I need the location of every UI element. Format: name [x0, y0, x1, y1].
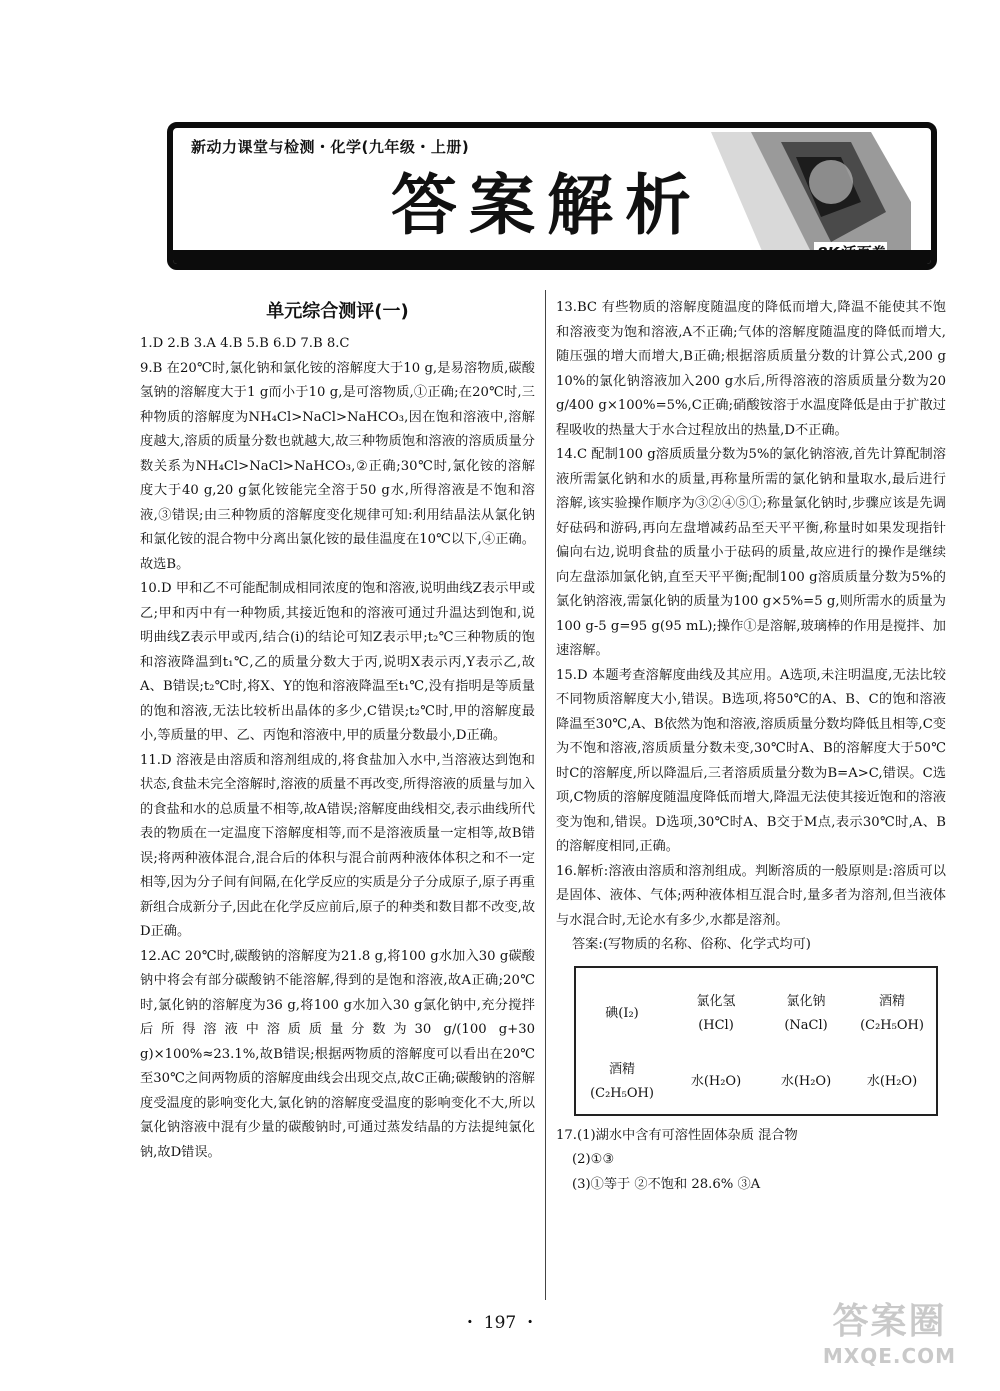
banner-bottom-bar: [173, 250, 931, 264]
answer-11: 11.D 溶液是由溶质和溶剂组成的,将食盐加入水中,当溶液达到饱和状态,食盐未完全溶解时,溶液的质量不再改变,所得溶液的质量与加入的食盐和水的总质量不相等,故A错误;溶解度曲线相交,表示曲线所代表的物质在一定温度下溶解度相等,而不是溶液质量一定相等,故B错误;将两种液体混合,混合后的体积与混合前两种液体体积之和不一定相等,因为分子间有间隔,在化学反应的实质是分子分成原子,原子再重新组合成新分子,因此在化学反应前后,原子的种类和数目都不改变,故D正确。: [140, 752, 536, 939]
answer-17-part1: 17.(1)湖水中含有可溶性固体杂质 混合物: [556, 1127, 798, 1143]
column-divider: [545, 290, 546, 1300]
watermark-text: 答案圈: [832, 1301, 947, 1342]
answer-14: 14.C 配制100 g溶质质量分数为5%的氯化钠溶液,首先计算配制溶液所需氯化钠和水的质量,再称量所需的氯化钠和量取水,最后进行溶解,该实验操作顺序为③②④⑤①;称量氯化钠时,步骤应该是先调好砝码和游码,再向左盘增减药品至天平平衡,称量时如果发现指针偏向右边,说明食盐的质量小于砝码的质量,故应进行的操作是继续向左盘添加氯化钠,直至天平平衡;配制100 g溶质质量分数为5%的氯化钠溶液,需氯化钠的质量为100 g×5%=5 g,则所需水的质量为100 g-5 g=95 g(95 mL);操作①是溶解,玻璃棒的作用是搅拌、加速溶解。: [556, 447, 946, 658]
table-cell-solvent-2: 水(H₂O): [690, 1073, 742, 1089]
answer-9: 9.B 在20℃时,氯化钠和氯化铵的溶解度大于10 g,是易溶物质,碳酸氢钠的溶解度大于1 g而小于10 g,是可溶物质,①正确;在20℃时,三种物质的溶解度为NH₄Cl>NaCl>NaHCO₃,因在饱和溶液中,溶解度越大,溶质的质量分数也就越大,故三种物质饱和溶液的溶质质量分数关系为NH₄Cl>NaCl>NaHCO₃,②正确;30℃时,氯化铵的溶解度大于40 g,20 g氯化铵能完全溶于50 g水,所得溶液是不饱和溶液,③错误;由三种物质的溶解度变化规律可知:利用结晶法从氯化钠和氯化铵的混合物中分离出氯化铵的最佳温度在10℃以下,④正确。故选B。: [140, 360, 535, 572]
table-cell-solute-2-formula: (HCl): [698, 1017, 734, 1033]
table-cell-solvent-3: 水(H₂O): [780, 1073, 832, 1089]
table-cell-solute-2-name: 氯化氢: [696, 993, 736, 1009]
answer-10: 10.D 甲和乙不可能配制成相同浓度的饱和溶液,说明曲线Z表示甲或乙;甲和丙中有一种物质,其接近饱和的溶液可通过升温达到饱和,说明曲线Z表示甲或丙,结合(i)的结论可知Z表示甲;t₂℃三种物质的饱和溶液降温到t₁℃,乙的质量分数大于丙,说明X表示丙,Y表示乙,故A、B错误;t₂℃时,将X、Y的饱和溶液降温至t₁℃,没有指明是等质量的饱和溶液,无法比较析出晶体的多少,C错误;t₂℃时,甲的溶解度最小,等质量的甲、乙、丙饱和溶液中,甲的质量分数最小,D正确。: [140, 581, 535, 743]
answer-12: 12.AC 20℃时,碳酸钠的溶解度为21.8 g,将100 g水加入30 g碳酸钠中将会有部分碳酸钠不能溶解,得到的是饱和溶液,故A正确;20℃时,氯化钠的溶解度为36 g,将100 g水加入30 g氯化钠中,充分搅拌后所得溶液中溶质质量分数为30 g/(100 g+30 g)×100%≈23.1%,故B错误;根据两物质的溶解度可以看出在20℃至30℃之间两物质的溶解度曲线会出现交点,故C正确;碳酸钠的溶解度受温度的影响变化大,氯化钠的溶解度受温度的影响变化不大,所以氯化钠溶液中混有少量的碳酸钠时,可通过蒸发结晶的方法提纯氯化钠,故D错误。: [140, 948, 535, 1160]
table-cell-solvent-1-name: 酒精: [608, 1061, 635, 1077]
right-column: [556, 296, 946, 1197]
answer-16-analysis: 16.解析:溶液由溶质和溶剂组成。判断溶质的一般原则是:溶质可以是固体、液体、气体;两种液体相互混合时,量多者为溶剂,但当液体与水混合时,无论水有多少,水都是溶剂。: [556, 863, 946, 928]
watermark-logo: [807, 1300, 972, 1380]
series-title: 新动力课堂与检测・化学(九年级・上册): [191, 138, 470, 156]
page-title: 答案解析: [391, 167, 703, 244]
answer-17-part3: (3)①等于 ②不饱和 28.6% ③A: [572, 1176, 761, 1192]
answer-16-label: 答案:(写物质的名称、俗称、化学式均可): [572, 937, 811, 952]
section-title: 单元综合测评(一): [266, 301, 409, 322]
table-cell-solvent-1-formula: (C₂H₅OH): [590, 1085, 654, 1101]
table-cell-solute-4-name: 酒精: [878, 993, 905, 1009]
page-number: ・ 197 ・: [461, 1313, 539, 1333]
answer-15: 15.D 本题考查溶解度曲线及其应用。A选项,未注明温度,无法比较不同物质溶解度大小,错误。B选项,将50℃的A、B、C的饱和溶液降温至30℃,A、B依然为饱和溶液,溶质质量分数均降低且相等,C变为不饱和溶液,溶质质量分数未变,30℃时A、B的溶解度大于50℃时C的溶解度,所以降温后,三者溶质质量分数为B=A>C,错误。C选项,C物质的溶解度随温度降低而增大,降温无法使其接近饱和的溶液变为饱和,错误。D选项,30℃时A、B交于M点,表示30℃时,A、B的溶解度相同,正确。: [556, 667, 946, 854]
header-banner: [167, 122, 937, 270]
watermark-url: MXQE.COM: [822, 1344, 957, 1368]
table-cell-solute-3-name: 氯化钠: [786, 993, 826, 1009]
table-cell-solvent-4: 水(H₂O): [866, 1073, 918, 1089]
table-cell-solute-1: 碘(I₂): [605, 1005, 639, 1021]
table-cell-solute-3-formula: (NaCl): [784, 1017, 828, 1033]
left-column: [140, 296, 535, 1165]
table-cell-solute-4-formula: (C₂H₅OH): [860, 1017, 924, 1033]
answer-line-1-8: 1.D 2.B 3.A 4.B 5.B 6.D 7.B 8.C: [140, 336, 350, 351]
answer-13: 13.BC 有些物质的溶解度随温度的降低而增大,降温不能使其不饱和溶液变为饱和溶液,A不正确;气体的溶解度随温度的降低而增大,随压强的增大而增大,B正确;根据溶质质量分数的计算公式,200 g 10%的氯化钠溶液加入200 g水后,所得溶液的溶质质量分数为20 g/400 g×100%=5%,C正确;硝酸铵溶于水温度降低是由于扩散过程吸收的热量大于水合过程放出的热量,D不正确。: [556, 300, 946, 438]
answer-16-table: [574, 966, 938, 1116]
answer-17-part2: (2)①③: [572, 1152, 615, 1167]
